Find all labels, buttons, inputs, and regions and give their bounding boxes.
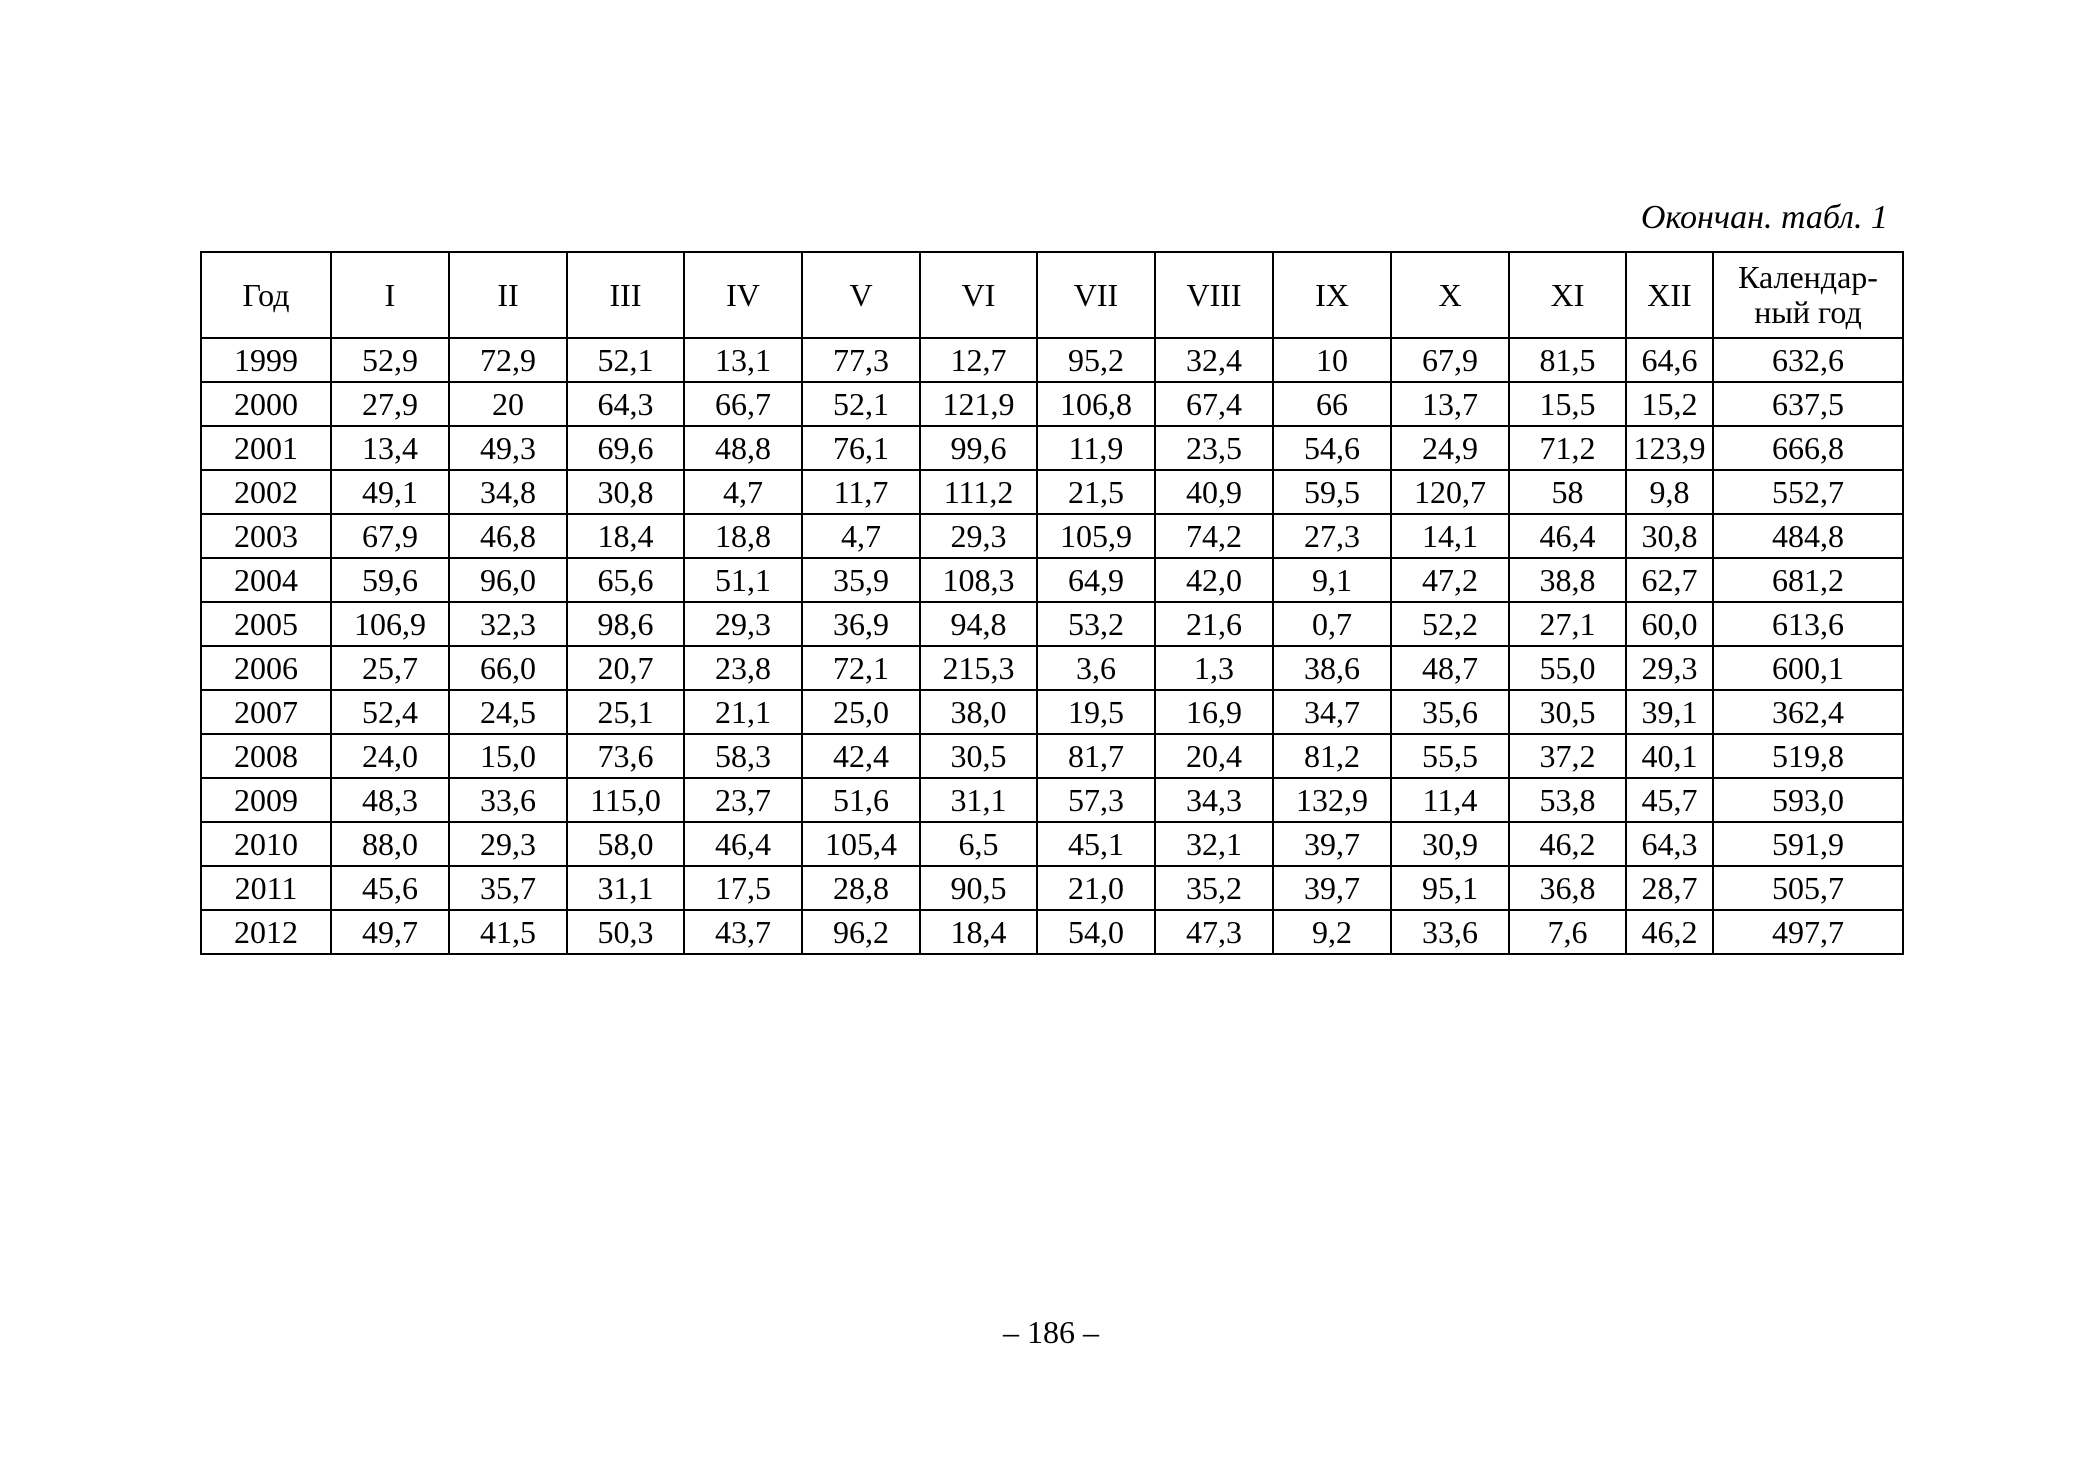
month-value-cell: 48,3 [331,778,449,822]
month-value-cell: 11,7 [802,470,920,514]
month-value-cell: 9,8 [1626,470,1713,514]
table-row [201,690,1903,734]
month-value-cell: 35,6 [1391,690,1509,734]
annual-total-cell: 593,0 [1713,778,1903,822]
table-row [201,426,1903,470]
month-value-cell: 64,9 [1037,558,1155,602]
month-value-cell: 27,3 [1273,514,1391,558]
month-value-cell: 62,7 [1626,558,1713,602]
month-value-cell: 1,3 [1155,646,1273,690]
month-value-cell: 13,1 [684,338,802,382]
month-value-cell: 53,8 [1509,778,1626,822]
month-value-cell: 25,7 [331,646,449,690]
month-value-cell: 10 [1273,338,1391,382]
month-value-cell: 18,4 [920,910,1037,954]
month-value-cell: 38,6 [1273,646,1391,690]
year-cell: 1999 [201,338,331,382]
month-value-cell: 99,6 [920,426,1037,470]
month-value-cell: 58 [1509,470,1626,514]
month-value-cell: 46,2 [1626,910,1713,954]
table-row [201,338,1903,382]
month-value-cell: 40,9 [1155,470,1273,514]
month-value-cell: 66,0 [449,646,567,690]
month-value-cell: 34,3 [1155,778,1273,822]
year-cell: 2012 [201,910,331,954]
month-value-cell: 32,1 [1155,822,1273,866]
month-value-cell: 30,8 [567,470,684,514]
month-value-cell: 50,3 [567,910,684,954]
month-value-cell: 66 [1273,382,1391,426]
month-value-cell: 96,0 [449,558,567,602]
month-value-cell: 24,0 [331,734,449,778]
month-value-cell: 49,7 [331,910,449,954]
month-value-cell: 71,2 [1509,426,1626,470]
month-value-cell: 42,4 [802,734,920,778]
header-month-11: XI [1509,252,1626,338]
annual-total-cell: 632,6 [1713,338,1903,382]
year-cell: 2010 [201,822,331,866]
table-row [201,734,1903,778]
table-row [201,646,1903,690]
month-value-cell: 33,6 [1391,910,1509,954]
month-value-cell: 90,5 [920,866,1037,910]
month-value-cell: 48,7 [1391,646,1509,690]
year-cell: 2005 [201,602,331,646]
month-value-cell: 30,8 [1626,514,1713,558]
header-month-5: V [802,252,920,338]
month-value-cell: 39,1 [1626,690,1713,734]
header-month-2: II [449,252,567,338]
month-value-cell: 39,7 [1273,822,1391,866]
month-value-cell: 21,5 [1037,470,1155,514]
month-value-cell: 52,1 [567,338,684,382]
month-value-cell: 54,0 [1037,910,1155,954]
header-month-6: VI [920,252,1037,338]
month-value-cell: 20,4 [1155,734,1273,778]
month-value-cell: 54,6 [1273,426,1391,470]
month-value-cell: 35,7 [449,866,567,910]
month-value-cell: 106,8 [1037,382,1155,426]
month-value-cell: 20 [449,382,567,426]
month-value-cell: 46,8 [449,514,567,558]
header-calendar-line1: Календар- [1738,259,1878,295]
month-value-cell: 81,2 [1273,734,1391,778]
month-value-cell: 51,1 [684,558,802,602]
month-value-cell: 72,1 [802,646,920,690]
month-value-cell: 47,2 [1391,558,1509,602]
month-value-cell: 28,8 [802,866,920,910]
page-number: – 186 – [1003,1314,1099,1350]
month-value-cell: 13,7 [1391,382,1509,426]
month-value-cell: 35,9 [802,558,920,602]
month-value-cell: 55,5 [1391,734,1509,778]
month-value-cell: 47,3 [1155,910,1273,954]
month-value-cell: 11,9 [1037,426,1155,470]
year-cell: 2009 [201,778,331,822]
table-row [201,514,1903,558]
month-value-cell: 27,1 [1509,602,1626,646]
month-value-cell: 11,4 [1391,778,1509,822]
month-value-cell: 36,9 [802,602,920,646]
header-month-1: I [331,252,449,338]
month-value-cell: 60,0 [1626,602,1713,646]
month-value-cell: 64,3 [1626,822,1713,866]
month-value-cell: 42,0 [1155,558,1273,602]
month-value-cell: 38,8 [1509,558,1626,602]
month-value-cell: 25,0 [802,690,920,734]
month-value-cell: 30,5 [1509,690,1626,734]
month-value-cell: 23,5 [1155,426,1273,470]
month-value-cell: 24,5 [449,690,567,734]
month-value-cell: 36,8 [1509,866,1626,910]
month-value-cell: 29,3 [449,822,567,866]
month-value-cell: 21,1 [684,690,802,734]
month-value-cell: 40,1 [1626,734,1713,778]
header-calendar-line2: ный год [1754,294,1862,330]
month-value-cell: 28,7 [1626,866,1713,910]
month-value-cell: 49,3 [449,426,567,470]
month-value-cell: 16,9 [1155,690,1273,734]
annual-total-cell: 362,4 [1713,690,1903,734]
month-value-cell: 52,9 [331,338,449,382]
month-value-cell: 74,2 [1155,514,1273,558]
annual-total-cell: 591,9 [1713,822,1903,866]
month-value-cell: 13,4 [331,426,449,470]
month-value-cell: 73,6 [567,734,684,778]
month-value-cell: 43,7 [684,910,802,954]
month-value-cell: 34,8 [449,470,567,514]
month-value-cell: 9,1 [1273,558,1391,602]
header-month-3: III [567,252,684,338]
month-value-cell: 77,3 [802,338,920,382]
rainfall-table-container [200,251,1904,955]
month-value-cell: 52,1 [802,382,920,426]
table-row [201,910,1903,954]
month-value-cell: 46,2 [1509,822,1626,866]
month-value-cell: 132,9 [1273,778,1391,822]
header-calendar-year [1713,252,1903,338]
month-value-cell: 65,6 [567,558,684,602]
month-value-cell: 9,2 [1273,910,1391,954]
month-value-cell: 45,6 [331,866,449,910]
table-header-row [201,252,1903,338]
month-value-cell: 66,7 [684,382,802,426]
month-value-cell: 31,1 [920,778,1037,822]
month-value-cell: 39,7 [1273,866,1391,910]
table-row [201,558,1903,602]
header-month-10: X [1391,252,1509,338]
month-value-cell: 38,0 [920,690,1037,734]
month-value-cell: 23,8 [684,646,802,690]
month-value-cell: 27,9 [331,382,449,426]
header-month-8: VIII [1155,252,1273,338]
table-row [201,602,1903,646]
month-value-cell: 108,3 [920,558,1037,602]
annual-total-cell: 552,7 [1713,470,1903,514]
annual-total-cell: 600,1 [1713,646,1903,690]
header-month-4: IV [684,252,802,338]
month-value-cell: 48,8 [684,426,802,470]
table-row [201,822,1903,866]
month-value-cell: 32,4 [1155,338,1273,382]
table-row [201,866,1903,910]
table-caption: Окончан. табл. 1 [1640,199,1888,236]
month-value-cell: 96,2 [802,910,920,954]
month-value-cell: 46,4 [684,822,802,866]
month-value-cell: 21,6 [1155,602,1273,646]
year-cell: 2002 [201,470,331,514]
month-value-cell: 17,5 [684,866,802,910]
month-value-cell: 98,6 [567,602,684,646]
annual-total-cell: 666,8 [1713,426,1903,470]
month-value-cell: 0,7 [1273,602,1391,646]
month-value-cell: 18,4 [567,514,684,558]
year-cell: 2001 [201,426,331,470]
month-value-cell: 35,2 [1155,866,1273,910]
year-cell: 2000 [201,382,331,426]
month-value-cell: 46,4 [1509,514,1626,558]
year-cell: 2007 [201,690,331,734]
month-value-cell: 29,3 [1626,646,1713,690]
month-value-cell: 45,7 [1626,778,1713,822]
month-value-cell: 52,4 [331,690,449,734]
header-year: Год [201,252,331,338]
month-value-cell: 121,9 [920,382,1037,426]
month-value-cell: 67,4 [1155,382,1273,426]
month-value-cell: 34,7 [1273,690,1391,734]
month-value-cell: 37,2 [1509,734,1626,778]
annual-total-cell: 637,5 [1713,382,1903,426]
month-value-cell: 59,6 [331,558,449,602]
month-value-cell: 57,3 [1037,778,1155,822]
month-value-cell: 123,9 [1626,426,1713,470]
month-value-cell: 59,5 [1273,470,1391,514]
rainfall-table [200,251,1904,955]
month-value-cell: 120,7 [1391,470,1509,514]
month-value-cell: 105,4 [802,822,920,866]
month-value-cell: 24,9 [1391,426,1509,470]
year-cell: 2008 [201,734,331,778]
month-value-cell: 18,8 [684,514,802,558]
table-row [201,470,1903,514]
month-value-cell: 52,2 [1391,602,1509,646]
month-value-cell: 33,6 [449,778,567,822]
month-value-cell: 106,9 [331,602,449,646]
annual-total-cell: 505,7 [1713,866,1903,910]
table-body [201,338,1903,954]
month-value-cell: 15,2 [1626,382,1713,426]
month-value-cell: 53,2 [1037,602,1155,646]
month-value-cell: 6,5 [920,822,1037,866]
month-value-cell: 115,0 [567,778,684,822]
month-value-cell: 29,3 [920,514,1037,558]
month-value-cell: 23,7 [684,778,802,822]
month-value-cell: 29,3 [684,602,802,646]
month-value-cell: 3,6 [1037,646,1155,690]
month-value-cell: 55,0 [1509,646,1626,690]
month-value-cell: 88,0 [331,822,449,866]
month-value-cell: 15,5 [1509,382,1626,426]
month-value-cell: 64,6 [1626,338,1713,382]
month-value-cell: 19,5 [1037,690,1155,734]
month-value-cell: 64,3 [567,382,684,426]
month-value-cell: 69,6 [567,426,684,470]
month-value-cell: 95,2 [1037,338,1155,382]
month-value-cell: 32,3 [449,602,567,646]
month-value-cell: 95,1 [1391,866,1509,910]
year-cell: 2003 [201,514,331,558]
month-value-cell: 76,1 [802,426,920,470]
table-row [201,382,1903,426]
year-cell: 2011 [201,866,331,910]
month-value-cell: 31,1 [567,866,684,910]
month-value-cell: 7,6 [1509,910,1626,954]
month-value-cell: 45,1 [1037,822,1155,866]
month-value-cell: 15,0 [449,734,567,778]
month-value-cell: 4,7 [802,514,920,558]
annual-total-cell: 484,8 [1713,514,1903,558]
month-value-cell: 21,0 [1037,866,1155,910]
month-value-cell: 41,5 [449,910,567,954]
annual-total-cell: 613,6 [1713,602,1903,646]
month-value-cell: 25,1 [567,690,684,734]
month-value-cell: 49,1 [331,470,449,514]
month-value-cell: 14,1 [1391,514,1509,558]
annual-total-cell: 519,8 [1713,734,1903,778]
header-month-7: VII [1037,252,1155,338]
header-month-12: XII [1626,252,1713,338]
month-value-cell: 105,9 [1037,514,1155,558]
month-value-cell: 94,8 [920,602,1037,646]
year-cell: 2004 [201,558,331,602]
annual-total-cell: 681,2 [1713,558,1903,602]
month-value-cell: 67,9 [331,514,449,558]
year-cell: 2006 [201,646,331,690]
header-month-9: IX [1273,252,1391,338]
month-value-cell: 81,7 [1037,734,1155,778]
month-value-cell: 58,0 [567,822,684,866]
month-value-cell: 67,9 [1391,338,1509,382]
month-value-cell: 111,2 [920,470,1037,514]
month-value-cell: 51,6 [802,778,920,822]
month-value-cell: 30,5 [920,734,1037,778]
table-row [201,778,1903,822]
month-value-cell: 81,5 [1509,338,1626,382]
month-value-cell: 58,3 [684,734,802,778]
month-value-cell: 20,7 [567,646,684,690]
month-value-cell: 12,7 [920,338,1037,382]
annual-total-cell: 497,7 [1713,910,1903,954]
month-value-cell: 215,3 [920,646,1037,690]
month-value-cell: 4,7 [684,470,802,514]
month-value-cell: 30,9 [1391,822,1509,866]
month-value-cell: 72,9 [449,338,567,382]
